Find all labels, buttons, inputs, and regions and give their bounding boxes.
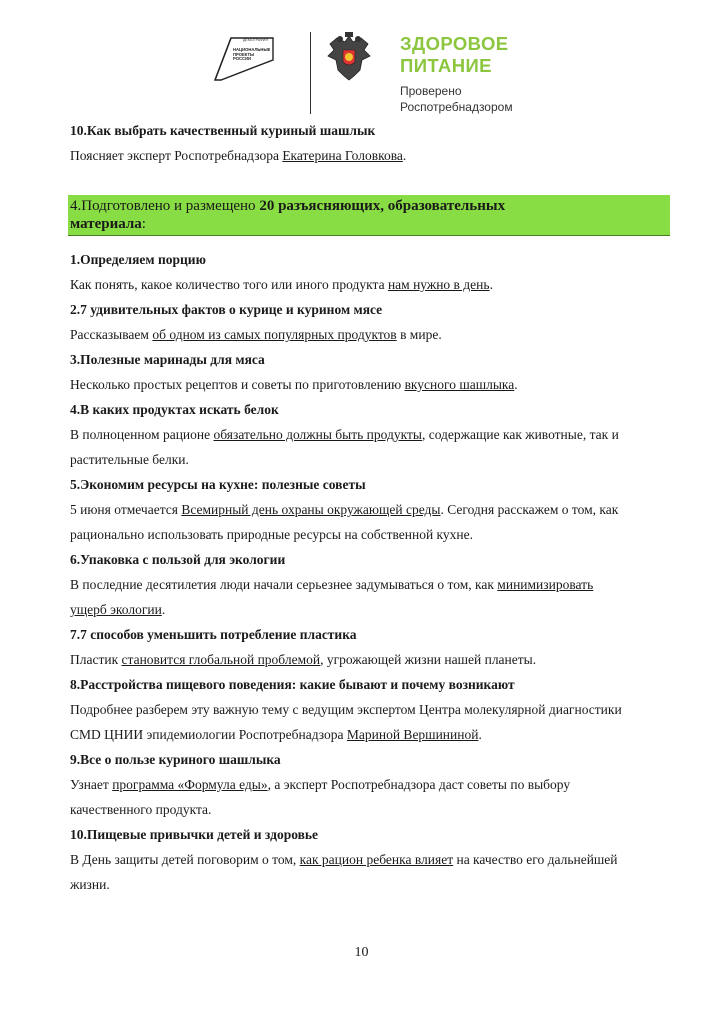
item-text-after: на качество его дальнейшей — [453, 852, 618, 867]
np-logo-top-text: ДЕМОГРАФИЯ — [243, 38, 268, 42]
item-link[interactable]: Екатерина Головкова — [282, 148, 403, 163]
item-text-after: . — [514, 377, 518, 392]
item-heading: 8.Расстройства пищевого поведения: какие бывают и почему возникают — [70, 677, 515, 692]
item-text-before: В последние десятилетия люди начали серьезнее задумываться о том, как — [70, 577, 498, 592]
section-bold-line2: материала — [70, 216, 142, 232]
section-number-text: 4.Подготовлено и размещено — [70, 198, 260, 214]
item-text-after: , а эксперт Роспотребнадзора даст советы по выбору — [267, 777, 571, 792]
item-heading: 9.Все о пользе куриного шашлыка — [70, 752, 281, 767]
item-text-before: В День защиты детей поговорим о том, — [70, 852, 300, 867]
np-logo-text — [233, 48, 270, 62]
item-text-after: . — [478, 727, 482, 742]
item-link[interactable]: обязательно должны быть продукты — [213, 427, 422, 442]
item-text-before: Узнает — [70, 777, 113, 792]
np-logo-line: ПРОЕКТЫ — [233, 51, 255, 57]
item-text-after: . Сегодня расскажем о том, как — [440, 502, 619, 517]
brand-title — [400, 33, 508, 77]
brand-subtitle — [400, 83, 513, 115]
item-text-before: Пластик — [70, 652, 122, 667]
item-heading: 5.Экономим ресурсы на кухне: полезные советы — [70, 477, 366, 492]
item-text-after: , угрожающей жизни нашей планеты. — [320, 652, 537, 667]
item-text-before: растительные белки. — [70, 452, 189, 467]
item-link[interactable]: программа «Формула еды» — [112, 777, 268, 792]
coat-of-arms-emblem — [326, 30, 372, 84]
item-heading: 10.Пищевые привычки детей и здоровье — [70, 827, 319, 842]
item-link[interactable]: об одном из самых популярных продуктов — [152, 327, 397, 342]
item-text — [70, 797, 680, 822]
item-heading: 4.В каких продуктах искать белок — [70, 402, 279, 417]
item-text-before: В полноценном рационе — [70, 427, 214, 442]
item-text-before: Поясняет эксперт Роспотребнадзора — [70, 148, 283, 163]
item-text-before: жизни. — [70, 877, 110, 892]
item-link[interactable]: Всемирный день охраны окружающей среды — [181, 502, 441, 517]
brand-subtitle-line: Роспотребнадзором — [400, 100, 513, 114]
national-projects-logo — [213, 34, 277, 82]
item-link[interactable]: минимизировать — [497, 577, 594, 592]
item-link[interactable]: становится глобальной проблемой — [121, 652, 321, 667]
item-text — [70, 597, 680, 622]
header-divider — [310, 32, 311, 114]
item-text-before: Подробнее разберем эту важную тему с ведущим экспертом Центра молекулярной диагностики — [70, 702, 622, 717]
item-text — [70, 872, 680, 897]
item-text-before: Несколько простых рецептов и советы по приготовлению — [70, 377, 405, 392]
item-text-after: . — [402, 148, 407, 163]
item-text — [70, 722, 680, 747]
item-text — [70, 143, 670, 168]
materials-list — [70, 247, 680, 897]
item-heading: 1.Определяем порцию — [70, 252, 206, 267]
item-text — [70, 697, 680, 722]
item-link[interactable]: вкусного шашлыка — [404, 377, 515, 392]
item-text-before: Как понять, какое количество того или иного продукта — [70, 277, 388, 292]
item-text — [70, 272, 680, 297]
item-heading: 2.7 удивительных фактов о курице и курином мясе — [70, 302, 383, 317]
section-colon: : — [141, 216, 146, 232]
np-logo-line: РОССИИ — [233, 56, 252, 62]
item-text-after: в мире. — [396, 327, 442, 342]
item-heading: 6.Упаковка с пользой для экологии — [70, 552, 286, 567]
item-heading: 7.7 способов уменьшить потребление пластика — [70, 627, 357, 642]
item-text-after: . — [161, 602, 166, 617]
item-text-before: Рассказываем — [70, 327, 153, 342]
item-text — [70, 572, 680, 597]
item-text-after: . — [489, 277, 493, 292]
item-text — [70, 522, 680, 547]
item-text — [70, 772, 680, 797]
section-heading — [70, 197, 666, 233]
item-text — [70, 647, 680, 672]
item-link[interactable]: Мариной Вершининой — [346, 727, 479, 742]
item-text-before: 5 июня отмечается — [70, 502, 182, 517]
page-number: 10 — [354, 945, 369, 960]
item-text — [70, 847, 680, 872]
item-text — [70, 422, 680, 447]
item-text — [70, 497, 680, 522]
double-headed-eagle-icon — [326, 30, 372, 84]
item-link[interactable]: как рацион ребенка влияет — [299, 852, 454, 867]
brand-title-line: ПИТАНИЕ — [400, 55, 492, 76]
brand-subtitle-line: Проверено — [400, 84, 462, 98]
item-text-after: , содержащие как животные, так и — [421, 427, 619, 442]
item-heading: 3.Полезные маринады для мяса — [70, 352, 265, 367]
item-link[interactable]: ущерб экологии — [70, 602, 162, 617]
item-text — [70, 322, 680, 347]
item-link[interactable]: нам нужно в день — [387, 277, 490, 292]
section-heading-box — [68, 195, 670, 236]
item-text-before: рационально использовать природные ресурсы на собственной кухне. — [70, 527, 474, 542]
item-text-before: CMD ЦНИИ эпидемиологии Роспотребнадзора — [70, 727, 347, 742]
page-header — [0, 0, 723, 120]
item-text — [70, 372, 680, 397]
section-bold-line1: 20 разъясняющих, образовательных — [259, 198, 506, 214]
item-text — [70, 447, 680, 472]
item-text-before: качественного продукта. — [70, 802, 212, 817]
top-item — [70, 118, 670, 168]
brand-title-line: ЗДОРОВОЕ — [400, 33, 509, 54]
np-logo-line: НАЦИОНАЛЬНЫЕ — [233, 47, 271, 52]
item-heading: 10.Как выбрать качественный куриный шашлык — [70, 123, 376, 138]
